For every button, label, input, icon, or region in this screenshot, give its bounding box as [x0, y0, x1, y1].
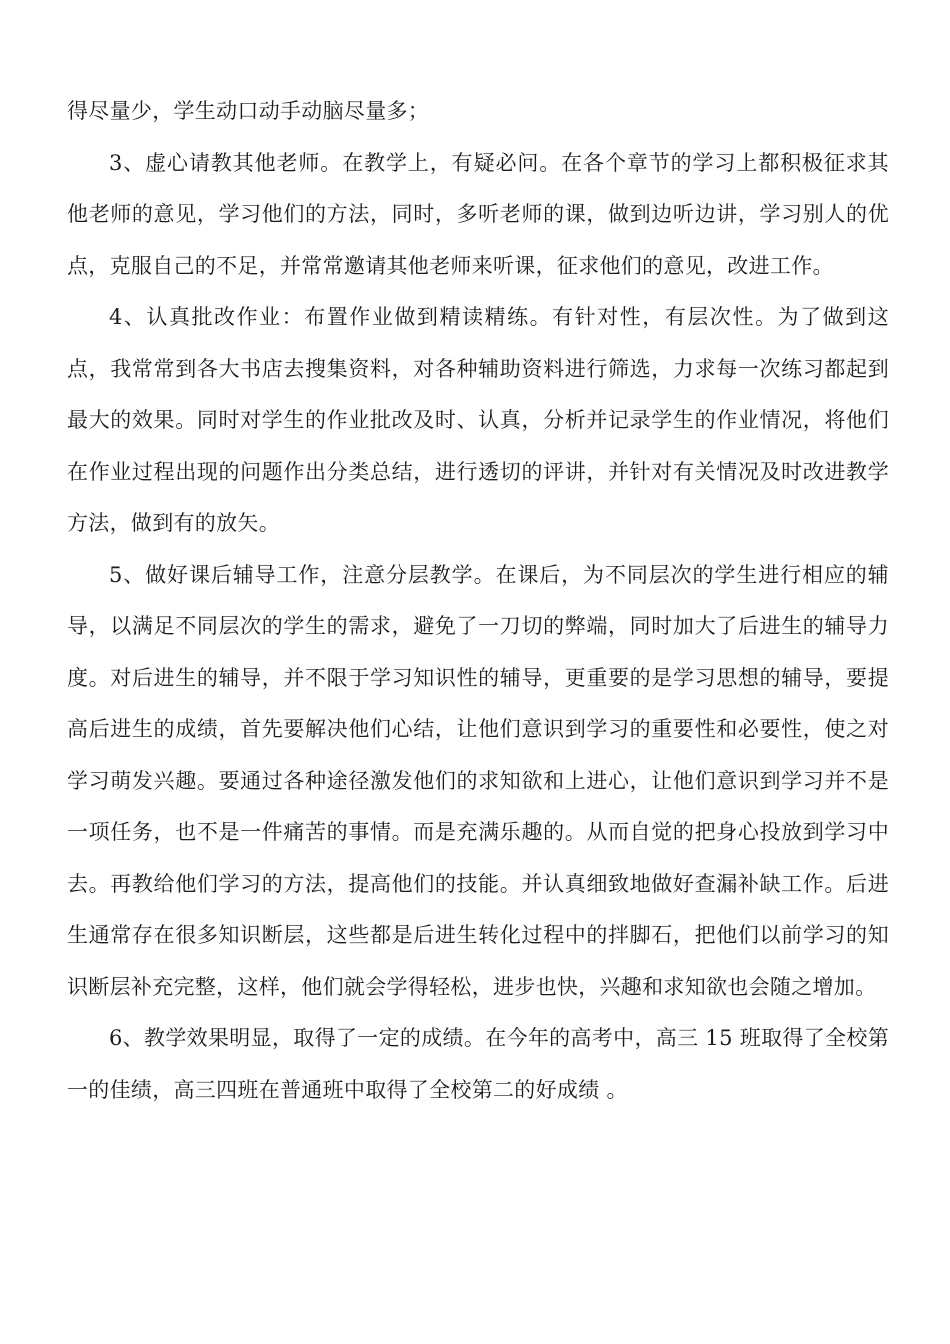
paragraph-item-3: 3、虚心请教其他老师。在教学上，有疑必问。在各个章节的学习上都积极征求其他老师的意见，学习他们的方法，同时，多听老师的课，做到边听边讲，学习别人的优点，克服自己的不足，并常常邀请其他老师来听课，征求他们的意见，改进工作。: [67, 150, 889, 278]
document-body: [67, 86, 889, 1116]
paragraph-continuation: 得尽量少，学生动口动手动脑尽量多；: [67, 99, 430, 123]
paragraph-item-6: 6、教学效果明显，取得了一定的成绩。在今年的高考中，高三 15 班取得了全校第一的佳绩，高三四班在普通班中取得了全校第二的好成绩 。: [67, 1026, 889, 1102]
paragraph-item-4: 4、认真批改作业：布置作业做到精读精练。有针对性，有层次性。为了做到这点，我常常到各大书店去搜集资料，对各种辅助资料进行筛选，力求每一次练习都起到最大的效果。同时对学生的作业批改及时、认真，分析并记录学生的作业情况，将他们在作业过程出现的问题作出分类总结，进行透切的评讲，并针对有关情况及时改进教学方法，做到有的放矢。: [67, 305, 889, 535]
paragraph-item-5: 5、做好课后辅导工作，注意分层教学。在课后，为不同层次的学生进行相应的辅导，以满足不同层次的学生的需求，避免了一刀切的弊端，同时加大了后进生的辅导力度。对后进生的辅导，并不限于学习知识性的辅导，更重要的是学习思想的辅导，要提高后进生的成绩，首先要解决他们心结，让他们意识到学习的重要性和必要性，使之对学习萌发兴趣。要通过各种途径激发他们的求知欲和上进心，让他们意识到学习并不是一项任务，也不是一件痛苦的事情。而是充满乐趣的。从而自觉的把身心投放到学习中去。再教给他们学习的方法，提高他们的技能。并认真细致地做好查漏补缺工作。后进生通常存在很多知识断层，这些都是后进生转化过程中的拌脚石，把他们以前学习的知识断层补充完整，这样，他们就会学得轻松，进步也快，兴趣和求知欲也会随之增加。: [67, 562, 889, 999]
